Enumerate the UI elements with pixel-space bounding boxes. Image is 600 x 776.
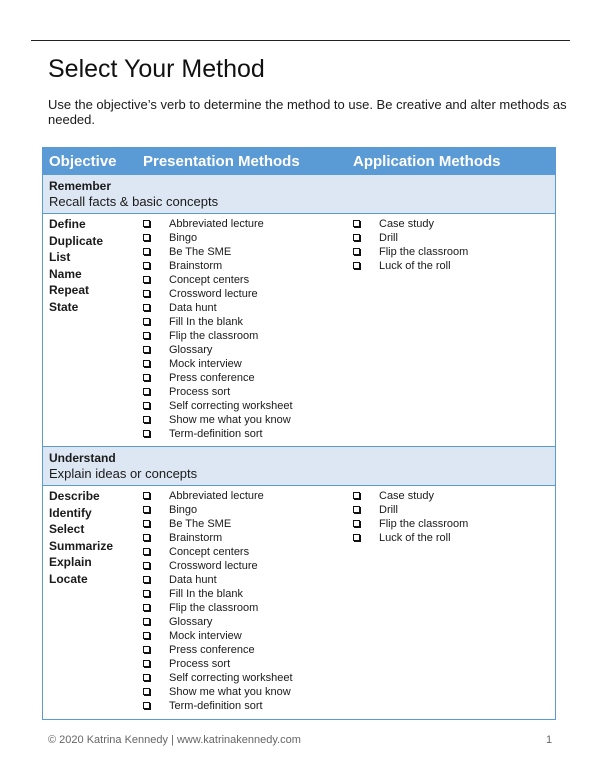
verb: List — [49, 250, 71, 265]
header-presentation: Presentation Methods — [143, 153, 300, 170]
checkbox[interactable] — [143, 332, 150, 339]
header-objective: Objective — [49, 153, 117, 170]
intro-text: Use the objective’s verb to determine the method to use. Be creative and alter methods as needed. — [48, 97, 567, 127]
item-label: Case study — [379, 490, 435, 502]
checkbox[interactable] — [353, 234, 360, 241]
item-label: Case study — [379, 218, 435, 230]
item-label: Drill — [379, 232, 398, 244]
item-label: Data hunt — [169, 302, 217, 314]
item-label: Abbreviated lecture — [169, 490, 264, 502]
checkbox[interactable] — [143, 220, 150, 227]
item-label: Flip the classroom — [379, 246, 469, 258]
header-application: Application Methods — [353, 153, 501, 170]
item-label: Luck of the roll — [379, 532, 451, 544]
item-label: Flip the classroom — [169, 330, 259, 342]
item-label: Be The SME — [169, 518, 232, 530]
checkbox[interactable] — [143, 318, 150, 325]
methods-table — [42, 147, 556, 720]
checkbox[interactable] — [353, 220, 360, 227]
level-band-understand — [43, 446, 555, 486]
checkbox[interactable] — [143, 590, 150, 597]
checkbox[interactable] — [143, 248, 150, 255]
verb: Define — [49, 217, 86, 231]
checkbox[interactable] — [143, 576, 150, 583]
level-name: Remember — [49, 179, 112, 193]
item-label: Crossword lecture — [169, 288, 258, 300]
verb: Duplicate — [49, 233, 104, 248]
top-rule — [31, 40, 570, 41]
checkbox[interactable] — [143, 688, 150, 695]
checkbox[interactable] — [143, 360, 150, 367]
verb: Repeat — [49, 283, 90, 298]
checkbox[interactable] — [143, 646, 150, 653]
checkbox[interactable] — [143, 534, 150, 541]
checkbox[interactable] — [143, 632, 150, 639]
checkbox[interactable] — [143, 660, 150, 667]
item-label: Bingo — [169, 232, 198, 244]
checkbox[interactable] — [353, 248, 360, 255]
checkbox[interactable] — [143, 674, 150, 681]
checkbox[interactable] — [143, 304, 150, 311]
item-label: Data hunt — [169, 574, 217, 586]
item-label: Be The SME — [169, 246, 232, 258]
checkbox[interactable] — [143, 276, 150, 283]
item-label: Mock interview — [169, 358, 242, 370]
verb: Name — [49, 266, 82, 281]
verb: Identify — [49, 505, 92, 520]
item-label: Luck of the roll — [379, 260, 451, 272]
verb: Locate — [49, 571, 88, 586]
checkbox[interactable] — [143, 346, 150, 353]
verb-list — [49, 216, 103, 316]
table-header — [43, 148, 555, 174]
section-understand — [43, 486, 555, 718]
item-label: Drill — [379, 504, 398, 516]
level-description: Recall facts & basic concepts — [49, 194, 219, 209]
item-label: Abbreviated lecture — [169, 218, 264, 230]
item-label: Term-definition sort — [169, 428, 263, 440]
item-label: Self correcting worksheet — [169, 672, 293, 684]
item-label: Press conference — [169, 372, 255, 384]
checkbox[interactable] — [143, 618, 150, 625]
checkbox[interactable] — [143, 262, 150, 269]
checkbox[interactable] — [143, 604, 150, 611]
checkbox[interactable] — [143, 374, 150, 381]
checkbox[interactable] — [143, 290, 150, 297]
verb-list — [49, 488, 113, 588]
checkbox[interactable] — [353, 492, 360, 499]
checkbox[interactable] — [143, 430, 150, 437]
checkbox[interactable] — [353, 534, 360, 541]
verb: Explain — [49, 555, 92, 570]
item-label: Show me what you know — [169, 686, 291, 698]
item-label: Concept centers — [169, 274, 250, 286]
item-label: Flip the classroom — [379, 518, 469, 530]
checkbox[interactable] — [143, 520, 150, 527]
checkbox[interactable] — [143, 506, 150, 513]
checkbox[interactable] — [143, 388, 150, 395]
item-label: Flip the classroom — [169, 602, 259, 614]
page-number: 1 — [546, 734, 553, 746]
checkbox[interactable] — [353, 520, 360, 527]
item-label: Bingo — [169, 504, 198, 516]
verb: Describe — [49, 489, 100, 503]
item-label: Mock interview — [169, 630, 242, 642]
section-remember — [43, 214, 555, 446]
item-label: Glossary — [169, 344, 213, 356]
checkbox[interactable] — [353, 506, 360, 513]
item-label: Concept centers — [169, 546, 250, 558]
checkbox[interactable] — [143, 416, 150, 423]
item-label: Glossary — [169, 616, 213, 628]
level-name: Understand — [49, 451, 116, 465]
checkbox[interactable] — [353, 262, 360, 269]
footer-credit: © 2020 Katrina Kennedy | www.katrinakennedy.com — [48, 734, 301, 746]
checkbox[interactable] — [143, 402, 150, 409]
checkbox[interactable] — [143, 562, 150, 569]
item-label: Show me what you know — [169, 414, 291, 426]
item-label: Process sort — [169, 386, 231, 398]
level-description: Explain ideas or concepts — [49, 466, 198, 481]
item-label: Fill In the blank — [169, 316, 243, 328]
item-label: Brainstorm — [169, 532, 223, 544]
checkbox[interactable] — [143, 492, 150, 499]
checkbox[interactable] — [143, 548, 150, 555]
item-label: Crossword lecture — [169, 560, 258, 572]
item-label: Self correcting worksheet — [169, 400, 293, 412]
page-title: Select Your Method — [48, 55, 265, 83]
level-band-remember — [43, 174, 555, 214]
verb: State — [49, 299, 79, 314]
checkbox[interactable] — [143, 702, 150, 709]
checkbox[interactable] — [143, 234, 150, 241]
verb: Select — [49, 522, 85, 537]
item-label: Press conference — [169, 644, 255, 656]
item-label: Term-definition sort — [169, 700, 263, 712]
verb: Summarize — [49, 538, 114, 553]
item-label: Brainstorm — [169, 260, 223, 272]
item-label: Fill In the blank — [169, 588, 243, 600]
item-label: Process sort — [169, 658, 231, 670]
